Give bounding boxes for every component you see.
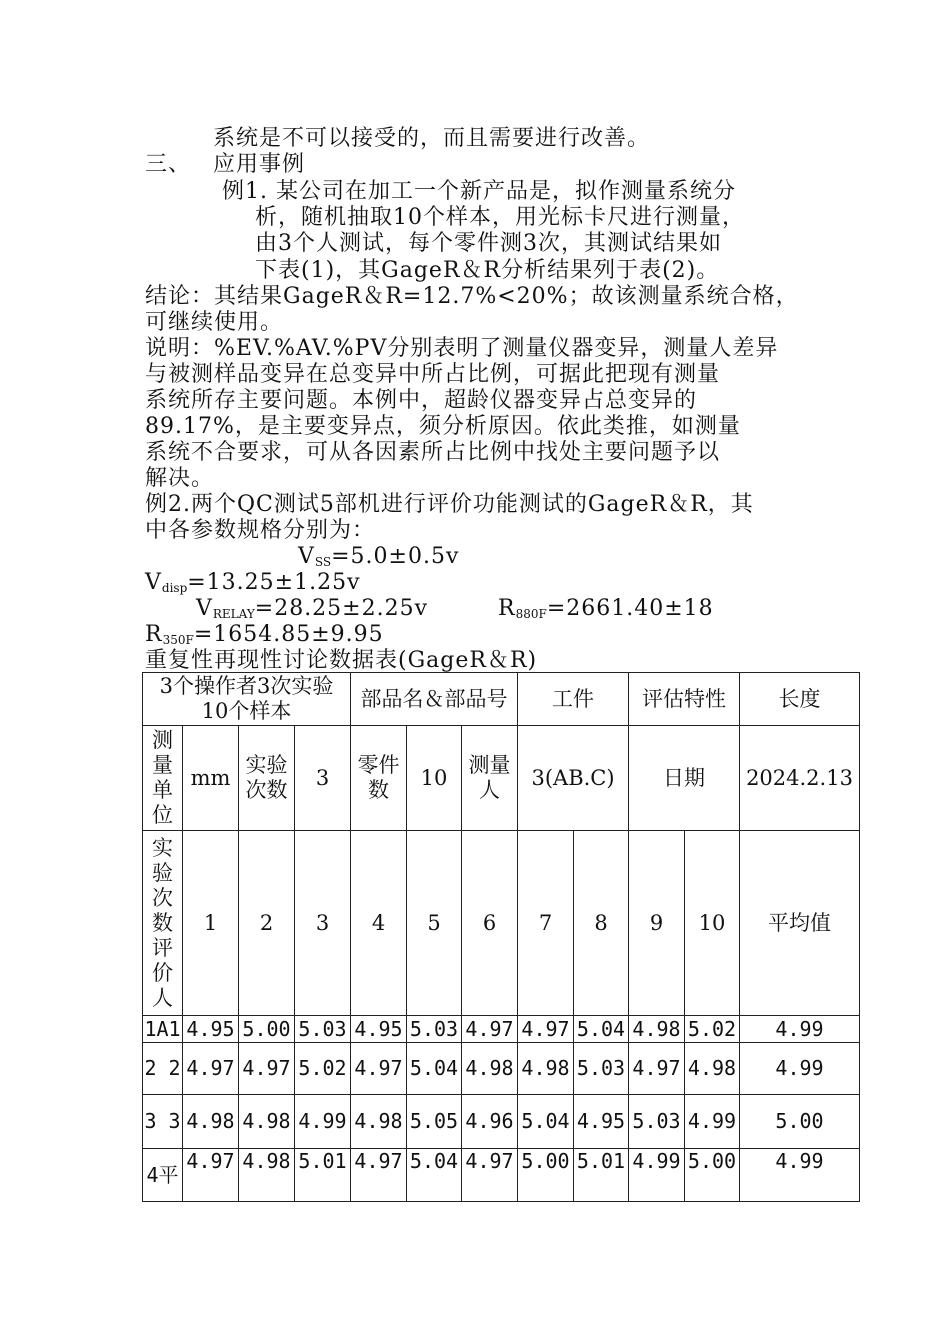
- explanation-line: 说明：%EV.%AV.%PV分别表明了测量仪器变异，测量人差异: [145, 336, 779, 361]
- text-line: 中各参数规格分别为：: [145, 518, 376, 543]
- data-cell: 4.95: [351, 1016, 407, 1043]
- data-cell: 4.98: [183, 1095, 239, 1149]
- data-cell: 4.95: [574, 1095, 629, 1149]
- data-cell: 5.03: [407, 1016, 462, 1043]
- data-cell: 4.99: [295, 1095, 351, 1149]
- text-line: 系统不合要求，可从各因素所占比例中找处主要问题予以: [145, 440, 721, 465]
- info-cell: 2024.2.13: [740, 726, 860, 831]
- table-info-row: [143, 726, 860, 831]
- data-cell: 5.01: [295, 1149, 351, 1202]
- data-cell: 4.99: [685, 1095, 740, 1149]
- data-cell: 5.04: [407, 1043, 462, 1095]
- average-cell: 5.00: [740, 1095, 860, 1149]
- data-cell: 4.99: [629, 1149, 685, 1202]
- info-cell: 10: [407, 726, 462, 831]
- data-cell: 4.98: [629, 1016, 685, 1043]
- column-header-cell: 3: [295, 831, 351, 1016]
- column-header-cell: 1: [183, 831, 239, 1016]
- info-cell: 3: [295, 726, 351, 831]
- header-cell: 3个操作者3次实验10个样本: [143, 673, 351, 726]
- data-cell: 5.03: [629, 1095, 685, 1149]
- text-line: 89.17%，是主要变异点，须分析原因。依此类推，如测量: [145, 414, 741, 439]
- column-header-cell: 9: [629, 831, 685, 1016]
- text-line: 系统是不可以接受的，而且需要进行改善。: [213, 126, 651, 151]
- data-cell: 5.01: [574, 1149, 629, 1202]
- column-header-cell: 6: [462, 831, 518, 1016]
- gage-rr-data-table: [142, 672, 860, 1202]
- column-header-cell: 平均值: [740, 831, 860, 1016]
- info-cell: 零件数: [351, 726, 407, 831]
- data-cell: 4.97: [518, 1016, 574, 1043]
- data-cell: 4.97: [351, 1043, 407, 1095]
- spec-vss: $V_{SS}=5.0\pm 0.5v$: [298, 544, 460, 569]
- data-cell: 4.97: [351, 1149, 407, 1202]
- data-cell: 5.00: [239, 1016, 295, 1043]
- column-header-cell: 5: [407, 831, 462, 1016]
- column-header-cell: 2: [239, 831, 295, 1016]
- data-cell: 4.97: [183, 1149, 239, 1202]
- data-cell: 5.02: [685, 1016, 740, 1043]
- average-cell: 4.99: [740, 1149, 860, 1202]
- data-cell: 5.00: [518, 1149, 574, 1202]
- data-cell: 5.04: [574, 1016, 629, 1043]
- data-cell: 4.97: [239, 1043, 295, 1095]
- text-line: 下表(1)，其GageR＆R分析结果列于表(2)。: [255, 258, 720, 283]
- table-header-row: [143, 673, 860, 726]
- info-cell: 3(AB.C): [518, 726, 629, 831]
- text-line: 由3个人测试，每个零件测3次，其测试结果如: [255, 231, 722, 256]
- average-cell: 4.99: [740, 1043, 860, 1095]
- section-heading: 应用事例: [213, 152, 306, 177]
- conclusion-line: 结论：其结果GageR＆R=12.7%<20%；故该测量系统合格，: [145, 284, 799, 309]
- data-cell: 5.04: [518, 1095, 574, 1149]
- table-row: [143, 1149, 860, 1202]
- text-line: 解决。: [145, 466, 215, 491]
- column-header-cell: 10: [685, 831, 740, 1016]
- average-cell: 4.99: [740, 1016, 860, 1043]
- text-line: 例1. 某公司在加工一个新产品是，拟作测量系统分: [222, 179, 736, 204]
- info-cell: 实验次数: [239, 726, 295, 831]
- spec-vdisp: $V_{disp}=13.25\pm 1.25v$: [145, 570, 361, 595]
- data-cell: 4.98: [685, 1043, 740, 1095]
- data-cell: 5.00: [685, 1149, 740, 1202]
- header-cell: 部品名＆部品号: [351, 673, 518, 726]
- column-header-cell: 实验次数评价人: [143, 831, 183, 1016]
- data-cell: 5.03: [295, 1016, 351, 1043]
- data-cell: 5.04: [407, 1149, 462, 1202]
- spec-vrelay: $V_{RELAY}=28.25\pm 2.25v$: [196, 596, 429, 621]
- text-line: 可继续使用。: [145, 310, 284, 335]
- example-2-line: 例2.两个QC测试5部机进行评价功能测试的GageR＆R，其: [145, 492, 754, 517]
- data-cell: 4.98: [351, 1095, 407, 1149]
- data-cell: 4.98: [518, 1043, 574, 1095]
- info-cell: 测量单位: [143, 726, 183, 831]
- info-cell: 日期: [629, 726, 740, 831]
- table-row: [143, 1043, 860, 1095]
- data-cell: 4.98: [239, 1095, 295, 1149]
- data-cell: 4.98: [239, 1149, 295, 1202]
- column-header-cell: 8: [574, 831, 629, 1016]
- data-cell: 4.95: [183, 1016, 239, 1043]
- data-cell: 4.98: [462, 1043, 518, 1095]
- spec-r350f: $R_{350F}=1654.85\pm 9.95$: [145, 622, 384, 647]
- info-cell: mm: [183, 726, 239, 831]
- section-number: 三、: [145, 152, 192, 177]
- data-cell: 4.97: [462, 1149, 518, 1202]
- text-line: 系统所存主要问题。本例中，超龄仪器变异占总变异的: [145, 388, 698, 413]
- data-cell: 5.03: [574, 1043, 629, 1095]
- row-label-cell: 3 3: [143, 1095, 183, 1149]
- row-label-cell: 2 2: [143, 1043, 183, 1095]
- data-cell: 4.96: [462, 1095, 518, 1149]
- table-title: 重复性再现性讨论数据表(GageR＆R): [145, 648, 538, 673]
- header-cell: 长度: [740, 673, 860, 726]
- row-label-cell: 1A1: [144, 1016, 181, 1041]
- data-cell: 5.05: [407, 1095, 462, 1149]
- data-cell: 5.02: [295, 1043, 351, 1095]
- table-row: [143, 1095, 860, 1149]
- table-column-header-row: [143, 831, 860, 1016]
- header-cell: 工件: [518, 673, 629, 726]
- text-line: 析，随机抽取10个样本，用光标卡尺进行测量，: [255, 205, 745, 230]
- text-line: 与被测样品变异在总变异中所占比例，可据此把现有测量: [145, 362, 721, 387]
- spec-r880f: $R_{880F}=2661.40\pm 18$: [498, 596, 714, 621]
- info-cell: 测量人: [462, 726, 518, 831]
- data-cell: 4.97: [462, 1016, 518, 1043]
- row-label-cell: 4平: [143, 1149, 183, 1202]
- column-header-cell: 7: [518, 831, 574, 1016]
- data-cell: 4.97: [183, 1043, 239, 1095]
- data-cell: 4.97: [629, 1043, 685, 1095]
- column-header-cell: 4: [351, 831, 407, 1016]
- header-cell: 评估特性: [629, 673, 740, 726]
- table-row: [143, 1016, 860, 1043]
